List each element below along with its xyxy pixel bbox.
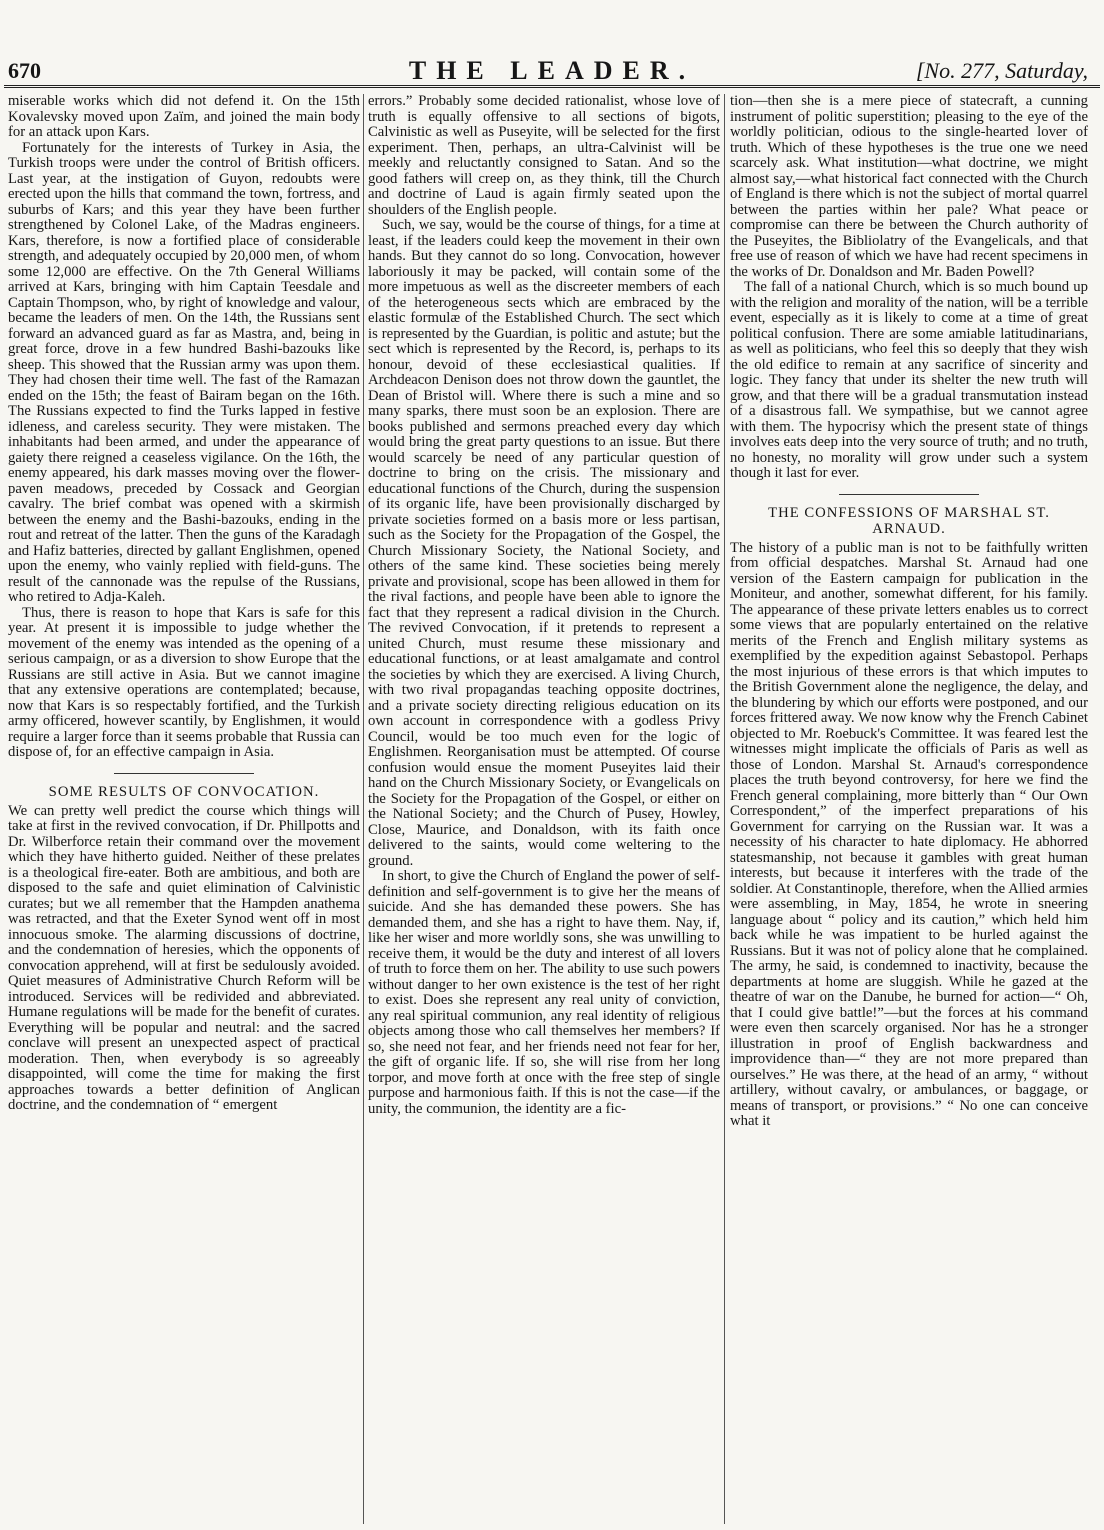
issue-info: [No. 277, Saturday, (915, 58, 1088, 83)
column-1 (8, 94, 360, 1530)
col3-paragraph-1: tion—then she is a mere piece of statecraft, a cunning instrument of politic superstition; pleasing to the eye of the worldly politician, odious to the single-hearted lover of truth. Which of these hypotheses is the true one we need scarcely ask. What institution—what doctrine, we might almost say,—what historical fact connected with the Church of England is there which is not the subject of mortal quarrel between the parties within her pale? What peace or compromise can there be between the Church authority of the Puseyites, the Bibliolatry of the Evangelicals, and that free use of reason of which we have had recent specimens in the works of Dr. Donaldson and Mr. Baden Powell? (730, 94, 1088, 280)
section-divider (839, 494, 979, 495)
page-number: 670 (8, 58, 41, 83)
section-divider (114, 773, 254, 774)
col1-paragraph-2: Fortunately for the interests of Turkey in Asia, the Turkish troops were under the control of British officers. Last year, at the instigation of Guyon, redoubts were erected upon the hills that command the town, fortress, and suburbs of Kars; and this year they have been further strengthened by Colonel Lake, of the Madras engineers. Kars, therefore, is now a fortified place of considerable strength, and adequately occupied by 20,000 men, of whom some 12,000 are effective. On the 7th General Williams arrived at Kars, bringing with him Captain Teesdale and Captain Thompson, who, by right of knowledge and valour, became the leaders of men. On the 14th, the Russians sent forward an advanced guard as far as Mastra, and, being in great force, drove in a few hundred Bashi-bazouks like sheep. This showed that the Russian army was upon them. They had chosen their time well. The fast of the Ramazan ended on the 15th; the feast of Bairam began on the 16th. The Russians expected to find the Turks lapped in festive idleness, and careless security. They were mistaken. The inhabitants had been armed, and under the appearance of gaiety there reigned a ceaseless vigilance. On the 16th, the enemy appeared, his dark masses moving over the flower-paven meadows, preceded by Cossack and Georgian cavalry. The brief combat was opened with a skirmish between the enemy and the Bashi-bazouks, ending in the rout and retreat of the latter. Then the guns of the Karadagh and Hafiz batteries, directed by gallant Englishmen, opened upon the enemy, who vainly replied with field-guns. The result of the cannonade was the repulse of the Russians, who retired to Adja-Kaleh. (8, 139, 360, 605)
column-separator (363, 94, 364, 1524)
col2-paragraph-3: In short, to give the Church of England the power of self-definition and self-government is to give her the means of suicide. And she has demanded these powers. She has demanded them, and she has a right to have them. Nay, if, like her wiser and more worldly sons, she was unwilling to receive them, it would be the duty and interest of all lovers of truth to force them on her. The ability to use such powers without danger to her own existence is the test of her right to exist. Does she represent any real unity of conviction, any real spiritual communion, any real identity of religious objects among those who call themselves her members? If so, she need not fear, and her friends need not fear for her, the gift of organic life. If so, she will rise from her long torpor, and move forth at once with the free step of single purpose and harmonious faith. If this is not the case—if the unity, the communion, the identity are a fic- (368, 868, 720, 1117)
col1-paragraph-1: miserable works which did not defend it. On the 15th Kovalevsky moved upon Zaïm, and joined the main body for an attack upon Kars. (8, 94, 360, 140)
col1-paragraph-3: Thus, there is reason to hope that Kars is safe for this year. At present it is impossible to judge whether the movement of the enemy was intended as the opening of a serious campaign, or as a diversion to show Europe that the Russians are still active in Asia. But we cannot imagine that any extensive operations are contemplated; because, now that Kars is so respectably fortified, and the Turkish army officered, however scantily, by Englishmen, it would require a larger force than it seems probable that Russia can dispose of, for an effective campaign in Asia. (8, 604, 360, 760)
col2-paragraph-1: errors.” Probably some decided rationalist, whose love of truth is equally offensive to all sections of bigots, Calvinistic as well as Puseyite, will be selected for the first experiment. Then, perhaps, an ultra-Calvinist will be meekly and reluctantly consigned to Satan. And so the good fathers will creep on, as they think, till the Church and doctrine of Laud is again firmly seated upon the shoulders of the English people. (368, 94, 720, 218)
article-headline-st-arnaud: THE CONFESSIONS OF MARSHAL ST. ARNAUD. (768, 504, 1050, 537)
col3-paragraph-2: The fall of a national Church, which is so much bound up with the religion and morality of the nation, will be a terrible event, especially as it is likely to come at a time of great political confusion. There are some amiable latitudinarians, as well as politicians, who feel this so deeply that they wish the old edifice to remain at any sacrifice of sincerity and logic. They fancy that under its shelter the new truth will grow, and that there will be a gradual transmutation instead of a disastrous fall. We sympathise, but we cannot agree with them. The hypocrisy which the present state of things involves eats deep into the very source of truth; and no truth, no honesty, no morality will grow under such a system though it last for ever. (730, 279, 1088, 481)
newspaper-title: THE LEADER. (408, 56, 696, 85)
column-separator (724, 94, 725, 1524)
col3-paragraph-3: The history of a public man is not to be faithfully written from official despatches. Marshal St. Arnaud had one version of the Eastern campaign for publication in the Moniteur, and another, somewhat different, for his family. The appearance of these private letters enables us to correct some views that are popularly entertained on the relative merits of the French and English military systems as exemplified by the expedition against Sebastopol. Perhaps the most injurious of these errors is that which imputes to the British Government alone the negligence, the delay, and the blundering by which our efforts were postponed, and our forces frittered away. We now know why the French Cabinet objected to Mr. Roebuck's Committee. It was feared lest the witnesses might implicate the officials of Paris as well as those of London. Marshal St. Arnaud's correspondence places the truth beyond controversy, for here we find the French general complaining, more bitterly than “ Our Own Correspondent,” of the imperfect preparations of his Government for carrying on the Russian war. It was a necessity of his character to hate diplomacy. He abhorred statesmanship, not because it gambles with great human interests, but because it interferes with the trade of the soldier. At Constantinople, therefore, when the Allied armies were assembling, in May, 1854, he wrote in sneering language about “ policy and its caution,” which held him back while he was impatient to be hurled against the Russians. But it was not of policy alone that he complained. The army, he said, is condemned to inactivity, because the departments at home are sluggish. While he gazed at the theatre of war on the Danube, he burned for action—“ Oh, that I could give battle!”—but the forces at his command were even then scarcely organised. Nor has he a stronger illustration in proof of English backwardness and improvidence than—“ they are not more prepared than ourselves.” He was there, at the head of an army, “ without artillery, without cavalry, or ambulances, or baggage, or means of transport, or provisions.” “ No one can conceive what it (730, 539, 1088, 1129)
col1-paragraph-4: We can pretty well predict the course which things will take at first in the revived convocation, if Dr. Phillpotts and Dr. Wilberforce retain their command over the movement which they have hitherto guided. Neither of these prelates is a theological fire-eater. Both are ambitious, and both are disposed to the safe and quiet elimination of Calvinistic curates; but we all remember that the Hampden anathema was retracted, and that the Exeter Synod went off in most innocuous smoke. The alarming discussions of doctrine, and the condemnation of heresies, which the opponents of convocation apprehend, will at first be sedulously avoided. Quiet measures of Administrative Church Reform will be introduced. Services will be redivided and abbreviated. Humane regulations will be made for the benefit of curates. Everything will be popular and neutral: and the sacred conclave will present an unexpected aspect of practical moderation. Then, when everybody is so agreeably disappointed, will come the time for making the first approaches towards a better definition of Anglican doctrine, and the condemnation of “ emergent (8, 802, 360, 1113)
masthead (0, 0, 1104, 84)
article-headline-convocation: SOME RESULTS OF CONVOCATION. (48, 783, 320, 800)
header-rule (4, 85, 1100, 88)
column-3 (730, 94, 1088, 1530)
col2-paragraph-2: Such, we say, would be the course of things, for a time at least, if the leaders could keep the movement in their own hands. But they cannot do so long. Convocation, however laboriously it may be packed, will contain some of the more impetuous as well as the discreeter members of each of the heterogeneous sects which are embraced by the elastic formulæ of the Established Church. The sect which is represented by the Guardian, is politic and astute; but the sect which is represented by the Record, is, perhaps to its honour, devoid of these ecclesiastical qualities. If Archdeacon Denison does not throw down the gauntlet, the Dean of Bristol will. Where there is such a mine and so many sparks, there must soon be an explosion. There are books published and sermons preached every day which would bring the great party questions to an issue. But there would scarcely be need of any particular question of doctrine to bring on the crisis. The missionary and educational functions of the Church, during the suspension of its organic life, have been provisionally discharged by private societies formed on a basis more or less partisan, such as the Society for the Propagation of the Gospel, the Church Missionary Society, the National Society, and others of the same kind. These societies being merely private and provisional, scope has been allowed in them for the rival factions, and people have been able to ignore the fact that they represent a radical division in the Church. The revived Convocation, if it pretends to represent a united Church, must resume these missionary and educational functions, or at least amalgamate and control the societies by which they are exercised. A living Church, with two rival propagandas teaching opposite doctrines, and a private society directing religious education on its own account in correspondence with a godless Privy Council, would be too much even for the logic of Englishmen. Reorganisation must be attempted. Of course confusion would ensue the moment Puseyites laid their hand on the Church Missionary Society, or Evangelicals on the Society for the Propagation of the Gospel, or either on the National Society; and the Church of Pusey, Howley, Close, Maurice, and Donaldson, with its faith once delivered to the saints, would come weltering to the ground. (368, 217, 720, 869)
column-2 (368, 94, 720, 1530)
